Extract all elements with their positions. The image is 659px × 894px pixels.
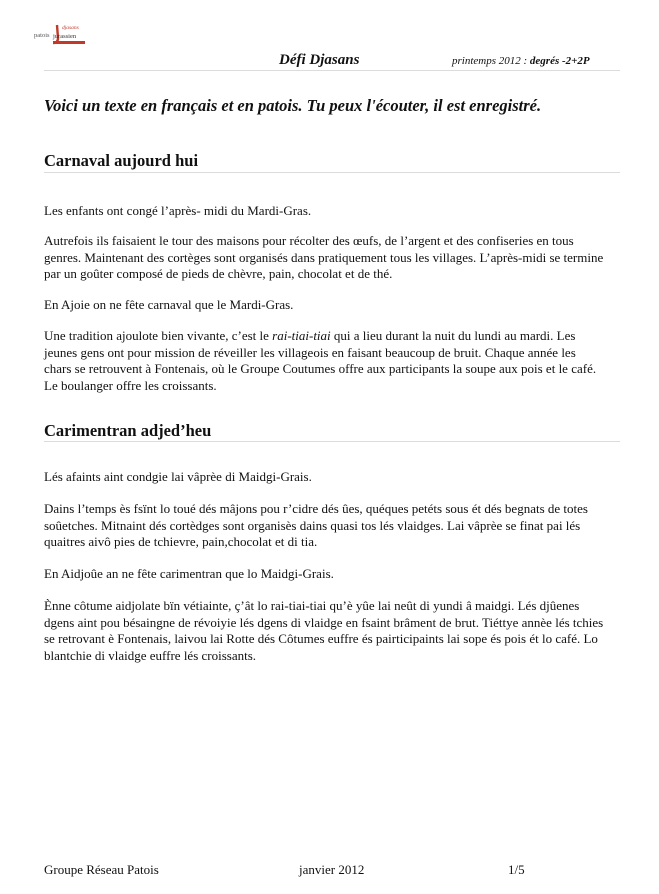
patois-paragraph-2: Dains l’temps ès fsïnt lo toué dés mâjons pou r’cidre dés ûes, quéques petéts sous ét dés begnats de totes soûetches. Mitnaint dés cortèdges sont organisès dains quasi tos lés vlaidges. Lai vâprèe se finat pai lés quaitres aivô pies de tchievre, pain,chocolat et di tia.: [44, 501, 588, 549]
french-paragraph-4: [44, 328, 606, 394]
patois-paragraph-4: Ènne côtume aidjolate bïn vétiainte, ç’ât lo rai-tiai-tiai qu’è yûe lai neût di yundi â maidgi. Lés djûenes dgens aint pou bésaingne de révoiyie lés dgens di vlaidge en fsaint brâment de brut. Tiéttye annèe lés tchies se retrovant è Fontenais, laivou lai Rotte dés Côtumes euffre és pairticipaints lai sope és pois ét lo café. Lo blantchie di vlaidge euffre lés croissants.: [44, 598, 604, 663]
patois-paragraph-3: En Aidjoûe an ne fête carimentran que lo Maidgi-Grais.: [44, 566, 334, 581]
french-paragraph-3: En Ajoie on ne fête carnaval que le Mardi-Gras.: [44, 297, 294, 312]
header-level: degrés -2+2P: [529, 55, 590, 67]
header-season-text: printemps 2012 :: [452, 55, 530, 67]
footer-page-number: 1/5: [508, 862, 525, 877]
patois-title-divider: [44, 441, 620, 442]
french-p4-italic: rai-tiai-tiai: [272, 328, 331, 343]
patois-section-title: Carimentran adjed’heu: [44, 421, 212, 440]
french-section-title: Carnaval aujourd hui: [44, 151, 199, 170]
french-paragraph-2: Autrefois ils faisaient le tour des maisons pour récolter des œufs, de l’argent et des confiseries en tous genres. Maintenant des cortèges sont organisés dans pratiquement tous les villages. L’après-midi se termine par un goûter composé de pieds de chèvre, pain, chocolat et de thé.: [44, 233, 604, 281]
patois-paragraph-1: Lés afaints aint condgie lai vâprèe di Maidgi-Grais.: [44, 469, 312, 484]
logo-small-text: djasans: [62, 25, 79, 31]
footer-group: Groupe Réseau Patois: [44, 862, 159, 877]
page-header-title: Défi Djasans: [279, 52, 360, 68]
french-title-divider: [44, 172, 620, 173]
french-p4-text-a: Une tradition ajoulote bien vivante, c’est le: [44, 328, 273, 343]
intro-text: Voici un texte en français et en patois. Tu peux l'écouter, il est enregistré.: [44, 96, 542, 115]
logo-bar: [53, 41, 85, 44]
header-divider: [44, 70, 620, 71]
page-header-season: [452, 55, 590, 67]
french-paragraph-1: Les enfants ont congé l’après- midi du Mardi-Gras.: [44, 203, 312, 218]
french-p4-text-b: qui a lieu durant la nuit du lundi au mardi. Les jeunes gens ont pour mission de réveiller les villageois en faisant beaucoup de bruit. Chaque année les chars se retrouvent à Fontenais, où le Groupe Coutumes offre aux participants la soupe aux pois et le café. Le boulanger offre les croissants.: [44, 328, 597, 393]
logo: [34, 22, 94, 48]
logo-line1: patois: [34, 32, 50, 39]
footer-date: janvier 2012: [299, 862, 365, 877]
logo-line2: jurassien: [53, 33, 77, 40]
